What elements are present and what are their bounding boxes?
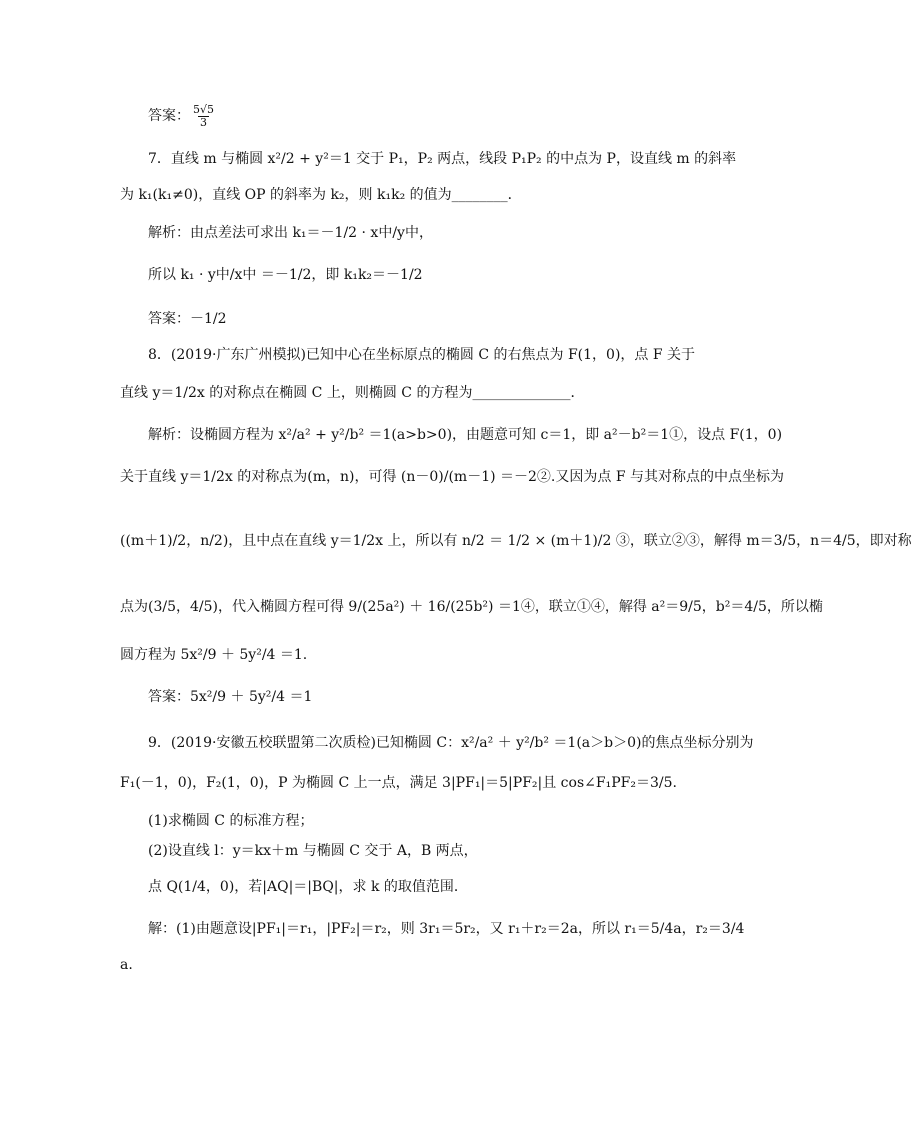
q8-solution-line3: ((m＋1)/2，n/2)，且中点在直线 y＝1/2x 上，所以有 n/2 ＝ 1/2 × (m＋1)/2 ③，联立②③，解得 m＝3/5，n＝4/5，即对称 xyxy=(120,533,912,549)
q7-line1: 7．直线 m 与椭圆 x²/2 + y²＝1 交于 P₁，P₂ 两点，线段 P₁P₂ 的中点为 P，设直线 m 的斜率 xyxy=(148,151,737,167)
q9-part2-continued: 点 Q(1/4，0)，若|AQ|＝|BQ|，求 k 的取值范围． xyxy=(148,879,468,895)
answer-label: 答案： xyxy=(148,108,190,125)
q7-solution-line1: 解析：由点差法可求出 k₁＝－1/2 · x中/y中， xyxy=(148,225,433,241)
answer-6 xyxy=(148,104,217,128)
q8-answer: 答案：5x²/9 ＋ 5y²/4 ＝1 xyxy=(148,689,313,705)
q9-part1: (1)求椭圆 C 的标准方程； xyxy=(148,813,314,829)
q9-line2: F₁(－1，0)，F₂(1，0)，P 为椭圆 C 上一点，满足 3|PF₁|＝5|PF₂|且 cos∠F₁PF₂＝3/5. xyxy=(120,775,677,791)
q7-solution-line2: 所以 k₁ · y中/x中 ＝－1/2，即 k₁k₂＝－1/2 xyxy=(148,267,423,283)
q8-solution-line1: 解析：设椭圆方程为 x²/a² + y²/b² ＝1(a>b>0)，由题意可知 c＝1，即 a²－b²＝1①，设点 F(1，0) xyxy=(148,427,783,443)
q9-line1: 9．(2019·安徽五校联盟第二次质检)已知椭圆 C：x²/a² ＋ y²/b² ＝1(a＞b＞0)的焦点坐标分别为 xyxy=(148,735,754,751)
q8-solution-line4: 点为(3/5，4/5)，代入椭圆方程可得 9/(25a²) ＋ 16/(25b²) ＝1④，联立①④，解得 a²＝9/5，b²＝4/5，所以椭 xyxy=(120,599,823,615)
q8-line1: 8．(2019·广东广州模拟)已知中心在坐标原点的椭圆 C 的右焦点为 F(1，0)，点 F 关于 xyxy=(148,347,696,363)
answer-fraction: $\frac{5√5}{3}$ xyxy=(193,103,215,129)
q8-solution-line5: 圆方程为 5x²/9 ＋ 5y²/4 ＝1. xyxy=(120,647,308,663)
q9-solution-line2: a. xyxy=(120,957,133,973)
q9-solution-line1: 解：(1)由题意设|PF₁|＝r₁，|PF₂|＝r₂，则 3r₁＝5r₂，又 r₁＋r₂＝2a，所以 r₁＝5/4a，r₂＝3/4 xyxy=(148,921,745,937)
q9-part2: (2)设直线 l：y＝kx＋m 与椭圆 C 交于 A，B 两点， xyxy=(148,843,478,859)
q7-line2: 为 k₁(k₁≠0)，直线 OP 的斜率为 k₂，则 k₁k₂ 的值为________． xyxy=(120,187,522,203)
q8-line2: 直线 y＝1/2x 的对称点在椭圆 C 上，则椭圆 C 的方程为______________． xyxy=(120,385,585,401)
q8-solution-line2: 关于直线 y＝1/2x 的对称点为(m，n)，可得 (n－0)/(m－1) ＝－2②.又因为点 F 与其对称点的中点坐标为 xyxy=(120,469,784,485)
q7-answer: 答案：－1/2 xyxy=(148,311,227,327)
